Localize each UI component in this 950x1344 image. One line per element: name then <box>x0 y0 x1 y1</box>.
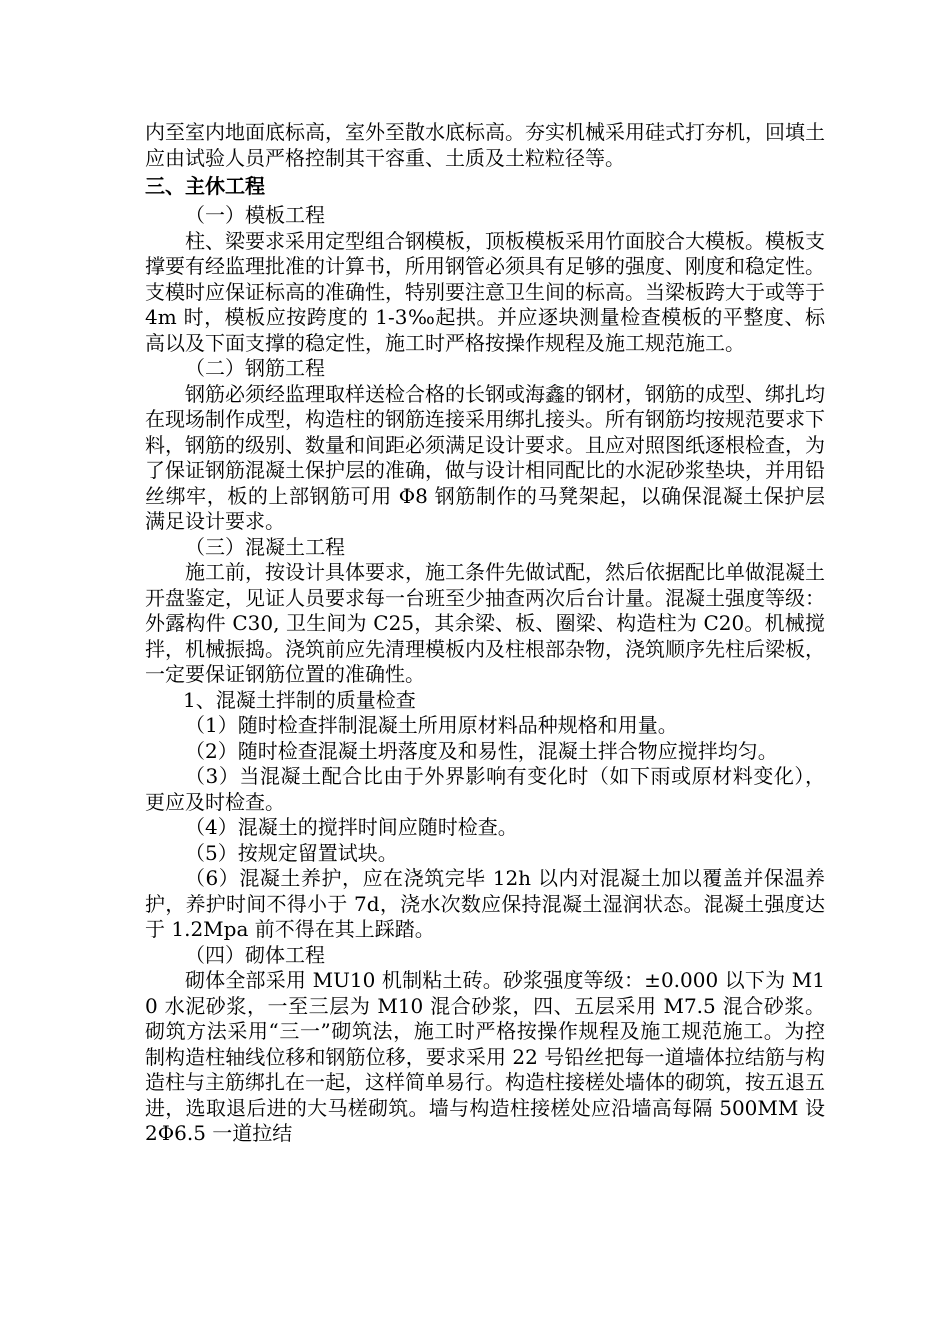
concrete-check-item-3: （3）当混凝土配合比由于外界影响有变化时（如下雨或原材料变化），更应及时检查。 <box>145 764 825 814</box>
concrete-title: （三）混凝土工程 <box>185 534 345 559</box>
rebar-paragraph: 钢筋必须经监理取样送检合格的长钢或海鑫的钢材，钢筋的成型、绑扎均在现场制作成型，构造柱的钢筋连接采用绑扎接头。所有钢筋均按规范要求下料，钢筋的级别、数量和间距必须满足设计要求。且应对照图纸逐根检查，为了保证钢筋混凝土保护层的准确，做与设计相同配比的水泥砂浆垫块，并用铅丝绑牢，板的上部钢筋可用 Φ8 钢筋制作的马凳架起，以确保混凝土保护层满足设计要求。 <box>145 381 825 533</box>
concrete-check-item-6: （6）混凝土养护，应在浇筑完毕 12h 以内对混凝土加以覆盖并保温养护，养护时间不得小于 7d，浇水次数应保持混凝土湿润状态。混凝土强度达于 1.2Mpa 前不得在其上踩踏。 <box>145 866 825 941</box>
rebar-title: （二）钢筋工程 <box>185 356 325 380</box>
intro-paragraph: 内至室内地面底标高，室外至散水底标高。夯实机械采用硅式打夯机，回填土应由试验人员严格控制其干容重、土质及土粒粒径等。 <box>145 120 825 170</box>
formwork-title: （一）模板工程 <box>185 203 325 227</box>
formwork-paragraph: 柱、梁要求采用定型组合钢模板，顶板模板采用竹面胶合大模板。模板支撑要有经监理批准的计算书，所用钢管必须具有足够的强度、刚度和稳定性。支模时应保证标高的准确性，特别要注意卫生间的标高。当梁板跨大于或等于 4m 时，模板应按跨度的 1-3‰起拱。并应逐块测量检查模板的平整度、标高以及下面支撑的稳定性，施工时严格按操作规程及施工规范施工。 <box>145 228 825 355</box>
concrete-check-item-2: （2）随时检查混凝土坍落度及和易性，混凝土拌合物应搅拌均匀。 <box>185 738 778 763</box>
masonry-title: （四）砌体工程 <box>185 942 325 967</box>
concrete-check-item-4: （4）混凝土的搅拌时间应随时检查。 <box>185 815 518 839</box>
concrete-quality-subtitle: 1、混凝土拌制的质量检查 <box>183 687 416 712</box>
concrete-check-item-5: （5）按规定留置试块。 <box>185 840 398 865</box>
document-page <box>145 120 825 1147</box>
masonry-paragraph: 砌体全部采用 MU10 机制粘土砖。砂浆强度等级：±0.000 以下为 M10 水泥砂浆，一至三层为 M10 混合砂浆，四、五层采用 M7.5 混合砂浆。砌筑方法采用“三一”砌筑法，施工时严格按操作规程及施工规范施工。为控制构造柱轴线位移和钢筋位移，要求采用 22 号铅丝把每一道墙体拉结筋与构造柱与主筋绑扎在一起，这样简单易行。构造柱接槎处墙体的砌筑，按五退五进，选取退后进的大马槎砌筑。墙与构造柱接槎处应沿墙高每隔 500MM 设 2Φ6.5 一道拉结 <box>145 968 825 1145</box>
concrete-paragraph: 施工前，按设计具体要求，施工条件先做试配，然后依据配比单做混凝土开盘鉴定，见证人员要求每一台班至少抽查两次后台计量。混凝土强度等级：外露构件 C30, 卫生间为 C25，其余梁、板、圈梁、构造柱为 C20。机械搅拌，机械振捣。浇筑前应先清理模板内及柱根部杂物，浇筑顺序先柱后梁板，一定要保证钢筋位置的准确性。 <box>145 560 825 686</box>
concrete-check-item-1: （1）随时检查拌制混凝土所用原材料品种规格和用量。 <box>185 713 678 737</box>
main-section-heading: 三、主休工程 <box>145 174 265 198</box>
